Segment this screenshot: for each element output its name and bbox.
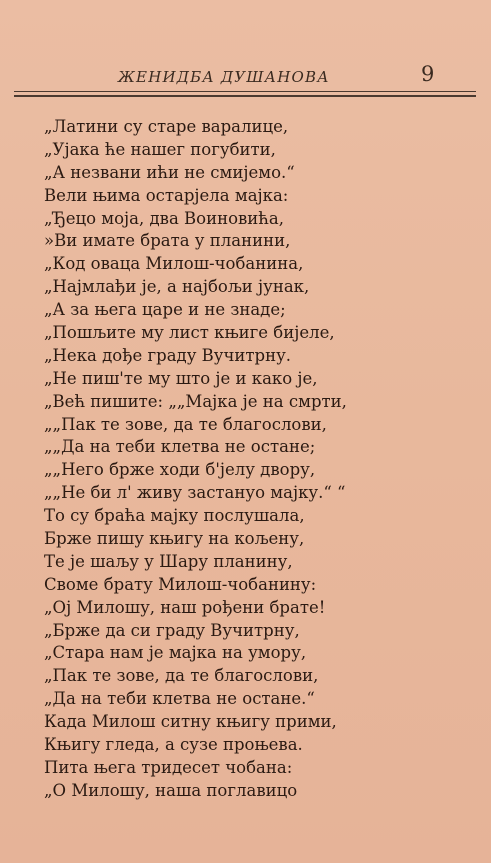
verse-line: „Ујака ће нашег погубити, [44, 139, 276, 159]
verse-line: „О Милошу, наша поглавицо [44, 780, 298, 800]
running-head-title: ЖЕНИДБА ДУШАНОВА [118, 68, 330, 86]
verse-line: Када Милош ситну књигу прими, [44, 712, 337, 732]
verse-line: Вели њима остарјела мајка: [44, 185, 289, 205]
page-number: 9 [421, 62, 435, 86]
verse-line: „Пошљите му лист књиге бијеле, [44, 323, 335, 343]
header-rule-thick [14, 95, 476, 97]
verse-line: Те је шаљу у Шару планину, [44, 551, 293, 571]
verse-line: „Нека дође граду Вучитрну. [44, 345, 292, 365]
verse-line: „Не пиш'те му што је и како је, [44, 368, 318, 388]
verse-line: „„Да на теби клетва не остане; [44, 437, 316, 457]
verse-line: Брже пишу књигу на кољену, [44, 529, 305, 549]
verse-line: „Најмлађи је, а најбољи јунак, [44, 277, 310, 297]
verse-line: „„Него брже ходи б'јелу двору, [44, 460, 316, 480]
verse-line: „Већ пишите: „„Мајка је на смрти, [44, 391, 347, 411]
verse-line: „„Пак те зове, да те благослови, [44, 414, 327, 434]
verse-line: „Пак те зове, да те благослови, [44, 666, 319, 686]
page-header [14, 58, 476, 100]
header-rule-thin [14, 91, 476, 92]
verse-line: „Ђецо моја, два Воиновића, [44, 208, 285, 228]
verse-line: „Брже да си граду Вучитрну, [44, 620, 300, 640]
verse-line: Књигу гледа, а сузе проњева. [44, 735, 303, 755]
verse-line: „А за њега царе и не знаде; [44, 300, 286, 320]
verse-line: Пита њега тридесет чобана: [44, 757, 293, 777]
verse-line: „Код оваца Милош-чобанина, [44, 254, 304, 274]
verse-line: „Да на теби клетва не остане.“ [44, 689, 315, 709]
verse-line: „„Не би л' живу застануо мајку.“ “ [44, 483, 346, 503]
verse-line: „Стара нам је мајка на умору, [44, 643, 307, 663]
poem-text [44, 116, 484, 803]
verse-line: „Ој Милошу, наш рођени брате! [44, 597, 326, 617]
verse-line: Своме брату Милош-чобанину: [44, 574, 317, 594]
verse-line: „А незвани ићи не смијемо.“ [44, 162, 295, 182]
verse-line: То су браћа мајку послушала, [44, 506, 305, 526]
verse-line: „Латини су старе варалице, [44, 117, 289, 136]
verse-line: »Ви имате брата у планини, [44, 231, 291, 251]
